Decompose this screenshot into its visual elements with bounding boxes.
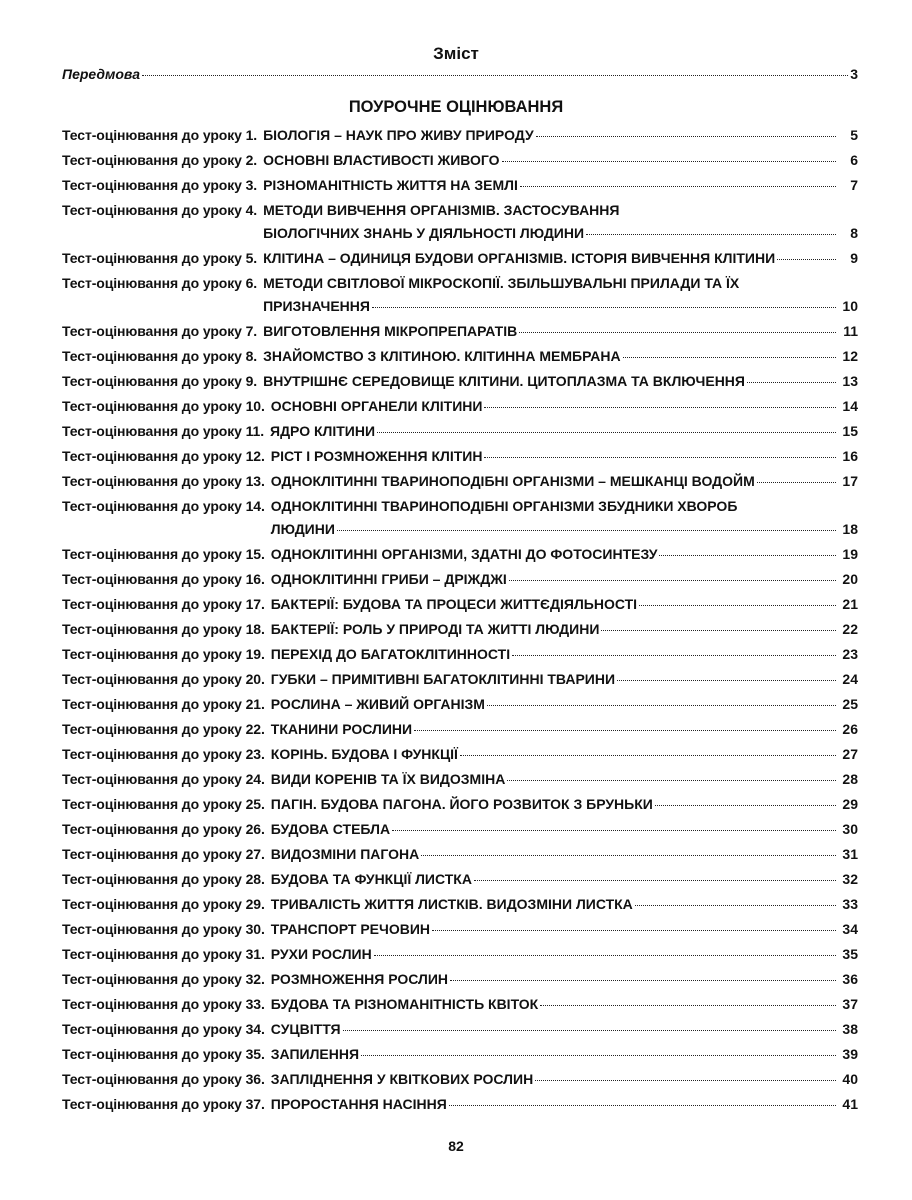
toc-entry-page: 20	[842, 571, 858, 587]
toc-entry-title-line: КОРІНЬ. БУДОВА І ФУНКЦІЇ	[270, 746, 458, 762]
toc-entry[interactable]	[62, 768, 858, 791]
toc-entry[interactable]	[62, 918, 858, 941]
dot-leader	[421, 855, 836, 856]
toc-entry-prefix: Тест-оцінювання до уроку 3.	[62, 177, 258, 193]
toc-entry[interactable]	[62, 345, 858, 368]
toc-entry-body	[271, 445, 858, 468]
toc-entry-body	[271, 395, 858, 418]
toc-entry-body	[271, 868, 858, 891]
toc-entry-title-line: МЕТОДИ ВИВЧЕННЯ ОРГАНІЗМІВ. ЗАСТОСУВАННЯ	[263, 202, 620, 218]
toc-entry[interactable]	[62, 818, 858, 841]
toc-entry-page: 15	[842, 423, 858, 439]
toc-entry-last-line	[271, 768, 858, 791]
dot-leader	[757, 482, 836, 483]
toc-entry-last-line	[271, 993, 858, 1016]
dot-leader	[655, 805, 836, 806]
toc-entry-title-line: ВНУТРІШНЄ СЕРЕДОВИЩЕ КЛІТИНИ. ЦИТОПЛАЗМА ТА ВКЛЮЧЕННЯ	[263, 373, 745, 389]
toc-entry-page: 28	[842, 771, 858, 787]
dot-leader	[623, 357, 836, 358]
dot-leader	[450, 980, 836, 981]
toc-entry[interactable]	[62, 743, 858, 766]
toc-entry-body	[271, 793, 858, 816]
toc-entry-last-line	[271, 543, 858, 566]
dot-leader	[519, 332, 836, 333]
toc-entry[interactable]	[62, 1093, 858, 1116]
dot-leader	[635, 905, 836, 906]
toc-entry-body	[271, 843, 858, 866]
toc-entry-prefix: Тест-оцінювання до уроку 5.	[62, 250, 258, 266]
toc-entry-title-line: ПАГІН. БУДОВА ПАГОНА. ЙОГО РОЗВИТОК З БРУНЬКИ	[270, 796, 653, 812]
dot-leader	[474, 880, 836, 881]
dot-leader	[392, 830, 836, 831]
dot-leader	[502, 161, 836, 162]
toc-entry-body	[271, 618, 858, 641]
toc-entry-body	[271, 543, 858, 566]
toc-entry-title-line: МЕТОДИ СВІТЛОВОЇ МІКРОСКОПІЇ. ЗБІЛЬШУВАЛЬНІ ПРИЛАДИ ТА ЇХ	[263, 275, 740, 291]
toc-entry[interactable]	[62, 445, 858, 468]
toc-entry[interactable]	[62, 868, 858, 891]
dot-leader	[449, 1105, 836, 1106]
toc-entry[interactable]	[62, 420, 858, 443]
toc-entry-prefix: Тест-оцінювання до уроку 13.	[62, 473, 265, 489]
page-title: Зміст	[433, 44, 479, 63]
toc-entry[interactable]	[62, 1043, 858, 1066]
toc-entry[interactable]	[62, 943, 858, 966]
toc-entry-title-line: БАКТЕРІЇ: РОЛЬ У ПРИРОДІ ТА ЖИТТІ ЛЮДИНИ	[270, 621, 600, 637]
toc-entry-page: 7	[850, 177, 858, 193]
toc-entry-last-line	[271, 568, 858, 591]
toc-entry-last-line	[271, 395, 858, 418]
toc-entry-title-line: ГУБКИ – ПРИМІТИВНІ БАГАТОКЛІТИННІ ТВАРИНИ	[270, 671, 616, 687]
toc-entry-last-line	[271, 843, 858, 866]
toc-entry-body	[271, 1043, 858, 1066]
dot-leader	[747, 382, 836, 383]
toc-entry-title-line: ОДНОКЛІТИННІ ГРИБИ – ДРІЖДЖІ	[270, 571, 507, 587]
toc-entry-title-line: РІЗНОМАНІТНІСТЬ ЖИТТЯ НА ЗЕМЛІ	[263, 177, 518, 193]
toc-entry-body	[271, 643, 858, 666]
toc-entry-title-line: ОДНОКЛІТИННІ ТВАРИНОПОДІБНІ ОРГАНІЗМИ – МЕШКАНЦІ ВОДОЙМ	[270, 473, 755, 489]
toc-entry-prefix: Тест-оцінювання до уроку 15.	[62, 546, 265, 562]
toc-entry[interactable]	[62, 993, 858, 1016]
toc-entry-prefix: Тест-оцінювання до уроку 26.	[62, 821, 265, 837]
toc-entry-prefix: Тест-оцінювання до уроку 6.	[62, 275, 258, 291]
toc-entry-body	[271, 668, 858, 691]
toc-entry-page: 41	[842, 1096, 858, 1112]
dot-leader	[659, 555, 836, 556]
toc-entry-prefix: Тест-оцінювання до уроку 25.	[62, 796, 265, 812]
toc-entry-last-line	[263, 174, 858, 197]
toc-entry-last-line	[271, 1093, 858, 1116]
toc-entry-last-line	[271, 893, 858, 916]
toc-entry-prefix: Тест-оцінювання до уроку 8.	[62, 348, 258, 364]
toc-entry-title-line: ОДНОКЛІТИННІ ТВАРИНОПОДІБНІ ОРГАНІЗМИ ЗБУДНИКИ ХВОРОБ	[270, 498, 738, 514]
toc-entry-title-line: ВИДОЗМІНИ ПАГОНА	[270, 846, 420, 862]
toc-entry-last-line	[271, 470, 858, 493]
toc-entry[interactable]	[62, 668, 858, 691]
toc-entry-prefix: Тест-оцінювання до уроку 35.	[62, 1046, 265, 1062]
toc-entry-page: 16	[842, 448, 858, 464]
toc-entry-last-line	[271, 968, 858, 991]
toc-entry-body	[271, 718, 858, 741]
toc-entry-title-line: ВИГОТОВЛЕННЯ МІКРОПРЕПАРАТІВ	[263, 323, 518, 339]
preface-page: 3	[850, 66, 858, 82]
toc-entry-last-line	[263, 124, 858, 147]
toc-entry-last-line	[271, 918, 858, 941]
toc-entry-last-line	[271, 818, 858, 841]
toc-entry-page: 13	[842, 373, 858, 389]
dot-leader	[432, 930, 836, 931]
toc-entry-body	[270, 420, 858, 443]
toc-entry[interactable]	[62, 395, 858, 418]
toc-entry-title-line: БІОЛОГІЯ – НАУК ПРО ЖИВУ ПРИРОДУ	[263, 127, 534, 143]
toc-entry-prefix: Тест-оцінювання до уроку 34.	[62, 1021, 265, 1037]
toc-entry[interactable]	[62, 495, 858, 541]
dot-leader	[540, 1005, 836, 1006]
toc-entry-body	[271, 1093, 858, 1116]
toc-entry-prefix: Тест-оцінювання до уроку 28.	[62, 871, 265, 887]
toc-entry-title-line: ПРИЗНАЧЕННЯ	[263, 298, 370, 314]
toc-entry-body	[271, 495, 858, 541]
toc-entry-prefix: Тест-оцінювання до уроку 23.	[62, 746, 265, 762]
toc-entry-title-line: БАКТЕРІЇ: БУДОВА ТА ПРОЦЕСИ ЖИТТЄДІЯЛЬНОСТІ	[270, 596, 638, 612]
toc-entry-page: 25	[842, 696, 858, 712]
toc-entry[interactable]	[62, 272, 858, 318]
toc-entry[interactable]	[62, 370, 858, 393]
toc-entry-prefix: Тест-оцінювання до уроку 12.	[62, 448, 265, 464]
toc-entry-last-line	[271, 743, 858, 766]
toc-entry-last-line	[271, 693, 858, 716]
toc-entry[interactable]	[62, 320, 858, 343]
toc-entry-page: 23	[842, 646, 858, 662]
toc-entry-prefix: Тест-оцінювання до уроку 16.	[62, 571, 265, 587]
toc-entry[interactable]	[62, 793, 858, 816]
dot-leader	[377, 432, 836, 433]
toc-entry-page: 37	[842, 996, 858, 1012]
toc-entry-title-line: ОСНОВНІ ВЛАСТИВОСТІ ЖИВОГО	[263, 152, 500, 168]
toc-entry-page: 14	[842, 398, 858, 414]
dot-leader	[536, 136, 836, 137]
toc-entry-last-line	[271, 718, 858, 741]
toc-entry[interactable]	[62, 149, 858, 172]
toc-entry-page: 19	[842, 546, 858, 562]
toc-entry-title-line: ЗАПИЛЕННЯ	[270, 1046, 360, 1062]
toc-entry-prefix: Тест-оцінювання до уроку 29.	[62, 896, 265, 912]
toc-entry-title-line: РУХИ РОСЛИН	[270, 946, 372, 962]
toc-entry-title-line: ТКАНИНИ РОСЛИНИ	[270, 721, 413, 737]
toc-entry-last-line	[271, 1018, 858, 1041]
toc-entry-title-line: БУДОВА ТА РІЗНОМАНІТНІСТЬ КВІТОК	[270, 996, 539, 1012]
toc-entry-last-line	[271, 1043, 858, 1066]
section-heading: ПОУРОЧНЕ ОЦІНЮВАННЯ	[348, 98, 564, 116]
dot-leader	[414, 730, 836, 731]
toc-entry-body	[271, 593, 858, 616]
toc-entry-last-line	[270, 420, 858, 443]
toc-entry-page: 9	[850, 250, 858, 266]
toc-entry-last-line	[271, 643, 858, 666]
toc-entry-prefix: Тест-оцінювання до уроку 24.	[62, 771, 265, 787]
toc-entry-prefix: Тест-оцінювання до уроку 37.	[62, 1096, 265, 1112]
dot-leader	[460, 755, 836, 756]
dot-leader	[535, 1080, 836, 1081]
dot-leader	[361, 1055, 836, 1056]
toc-entry-prefix: Тест-оцінювання до уроку 9.	[62, 373, 258, 389]
toc-entry-title-line: ПРОРОСТАННЯ НАСІННЯ	[270, 1096, 447, 1112]
toc-entry-page: 40	[842, 1071, 858, 1087]
toc-entry-page: 34	[842, 921, 858, 937]
toc-entry-page: 35	[842, 946, 858, 962]
toc-entry-prefix: Тест-оцінювання до уроку 19.	[62, 646, 265, 662]
toc-entry-prefix: Тест-оцінювання до уроку 17.	[62, 596, 265, 612]
toc-entry-title-line: БІОЛОГІЧНИХ ЗНАНЬ У ДІЯЛЬНОСТІ ЛЮДИНИ	[263, 225, 585, 241]
toc-entry-title-line: ПЕРЕХІД ДО БАГАТОКЛІТИННОСТІ	[270, 646, 511, 662]
dot-leader	[343, 1030, 836, 1031]
toc-entry-prefix: Тест-оцінювання до уроку 10.	[62, 398, 265, 414]
toc-entry-prefix: Тест-оцінювання до уроку 7.	[62, 323, 258, 339]
dot-leader	[601, 630, 836, 631]
toc-entry-page: 22	[842, 621, 858, 637]
toc-entry-page: 12	[842, 348, 858, 364]
toc-entry-page: 11	[843, 323, 858, 339]
toc-entry-last-line	[271, 868, 858, 891]
toc-entry-prefix: Тест-оцінювання до уроку 4.	[62, 202, 258, 218]
toc-entry-prefix: Тест-оцінювання до уроку 22.	[62, 721, 265, 737]
preface-label: Передмова	[62, 66, 140, 82]
toc-entry-last-line	[263, 345, 858, 368]
toc-entry-body	[271, 918, 858, 941]
dot-leader	[639, 605, 836, 606]
dot-leader	[520, 186, 836, 187]
page-number: 82	[448, 1138, 464, 1154]
toc-entry-prefix: Тест-оцінювання до уроку 31.	[62, 946, 265, 962]
toc-entry-last-line	[271, 668, 858, 691]
toc-entry-prefix: Тест-оцінювання до уроку 36.	[62, 1071, 265, 1087]
dot-leader	[487, 705, 836, 706]
toc-entry-page: 8	[850, 225, 858, 241]
toc-entry-body	[263, 199, 858, 245]
toc-entry-title-line: ОДНОКЛІТИННІ ОРГАНІЗМИ, ЗДАТНІ ДО ФОТОСИНТЕЗУ	[270, 546, 658, 562]
dot-leader	[617, 680, 836, 681]
toc-preface-entry[interactable]	[62, 66, 858, 82]
toc-entry[interactable]	[62, 968, 858, 991]
toc-entry-body	[271, 568, 858, 591]
toc-entry-title-line: ЯДРО КЛІТИНИ	[270, 423, 376, 439]
toc-entry-last-line	[271, 943, 858, 966]
toc-entry-page: 24	[842, 671, 858, 687]
toc-entry-last-line	[271, 593, 858, 616]
toc-entry-body	[263, 320, 858, 343]
toc-entry-last-line	[263, 149, 858, 172]
toc-entry-last-line	[271, 793, 858, 816]
toc-entry-last-line	[271, 1068, 858, 1091]
dot-leader	[484, 407, 836, 408]
toc-entry-last-line	[263, 320, 858, 343]
toc-entry-title-line: БУДОВА ТА ФУНКЦІЇ ЛИСТКА	[270, 871, 472, 887]
toc-entry-prefix: Тест-оцінювання до уроку 32.	[62, 971, 265, 987]
toc-entry-page: 39	[842, 1046, 858, 1062]
toc-entry-page: 5	[850, 127, 858, 143]
toc-entry-body	[263, 247, 858, 270]
toc-entry-body	[271, 470, 858, 493]
toc-entry-title-line: ОСНОВНІ ОРГАНЕЛИ КЛІТИНИ	[270, 398, 483, 414]
toc-entry[interactable]	[62, 618, 858, 641]
toc-entry-prefix: Тест-оцінювання до уроку 11.	[62, 423, 265, 439]
toc-entry[interactable]	[62, 1018, 858, 1041]
toc-entry-page: 18	[842, 521, 858, 537]
toc-entry-body	[263, 345, 858, 368]
toc-entry-title-line: ВИДИ КОРЕНІВ ТА ЇХ ВИДОЗМІНА	[270, 771, 506, 787]
toc-entry[interactable]	[62, 470, 858, 493]
toc-entry-page: 30	[842, 821, 858, 837]
toc-entry-prefix: Тест-оцінювання до уроку 1.	[62, 127, 258, 143]
toc-entry-page: 26	[842, 721, 858, 737]
toc-entry-title-line: ТРАНСПОРТ РЕЧОВИН	[270, 921, 431, 937]
toc-entry-title-line: РОЗМНОЖЕННЯ РОСЛИН	[270, 971, 449, 987]
toc-entry-last-line	[263, 247, 858, 270]
toc-entry-last-line	[263, 222, 858, 245]
dot-leader	[777, 259, 836, 260]
toc-list	[62, 124, 858, 1118]
toc-entry-prefix: Тест-оцінювання до уроку 30.	[62, 921, 265, 937]
toc-entry[interactable]	[62, 568, 858, 591]
toc-entry-last-line	[271, 618, 858, 641]
dot-leader	[372, 307, 836, 308]
toc-entry-body	[271, 768, 858, 791]
toc-entry-title-line: ЛЮДИНИ	[270, 521, 335, 537]
toc-entry-body	[271, 1018, 858, 1041]
toc-entry[interactable]	[62, 124, 858, 147]
dot-leader	[374, 955, 836, 956]
toc-entry-title-line: РІСТ І РОЗМНОЖЕННЯ КЛІТИН	[270, 448, 483, 464]
toc-entry-body	[263, 124, 858, 147]
toc-entry-page: 10	[842, 298, 858, 314]
toc-entry-last-line	[263, 295, 858, 318]
dot-leader	[512, 655, 836, 656]
toc-entry-page: 38	[842, 1021, 858, 1037]
dot-leader	[586, 234, 836, 235]
dot-leader	[509, 580, 836, 581]
toc-entry-body	[263, 272, 858, 318]
toc-entry-title-line: ТРИВАЛІСТЬ ЖИТТЯ ЛИСТКІВ. ВИДОЗМІНИ ЛИСТКА	[270, 896, 633, 912]
toc-entry-prefix: Тест-оцінювання до уроку 33.	[62, 996, 265, 1012]
toc-entry-page: 31	[842, 846, 858, 862]
toc-entry-body	[271, 968, 858, 991]
toc-entry-body	[271, 693, 858, 716]
toc-entry-body	[271, 993, 858, 1016]
dot-leader	[507, 780, 836, 781]
toc-entry-body	[263, 174, 858, 197]
toc-entry-body	[271, 818, 858, 841]
toc-entry-page: 29	[842, 796, 858, 812]
toc-entry-last-line	[263, 370, 858, 393]
toc-entry[interactable]	[62, 174, 858, 197]
toc-entry-page: 27	[842, 746, 858, 762]
toc-entry-title-line: ЗАПЛІДНЕННЯ У КВІТКОВИХ РОСЛИН	[270, 1071, 534, 1087]
toc-entry-prefix: Тест-оцінювання до уроку 21.	[62, 696, 265, 712]
toc-entry-prefix: Тест-оцінювання до уроку 14.	[62, 498, 265, 514]
toc-entry-page: 36	[842, 971, 858, 987]
toc-entry-body	[271, 1068, 858, 1091]
toc-entry-prefix: Тест-оцінювання до уроку 18.	[62, 621, 265, 637]
toc-entry[interactable]	[62, 693, 858, 716]
toc-entry-prefix: Тест-оцінювання до уроку 27.	[62, 846, 265, 862]
toc-entry-body	[271, 743, 858, 766]
toc-entry[interactable]	[62, 247, 858, 270]
toc-entry-page: 21	[842, 596, 858, 612]
toc-entry[interactable]	[62, 718, 858, 741]
toc-entry-title-line: РОСЛИНА – ЖИВИЙ ОРГАНІЗМ	[270, 696, 485, 712]
toc-entry-body	[271, 943, 858, 966]
toc-entry-title-line: ЗНАЙОМСТВО З КЛІТИНОЮ. КЛІТИННА МЕМБРАНА	[263, 348, 621, 364]
toc-entry-prefix: Тест-оцінювання до уроку 20.	[62, 671, 265, 687]
toc-entry-page: 33	[842, 896, 858, 912]
dot-leader	[142, 75, 848, 76]
toc-entry-title-line: КЛІТИНА – ОДИНИЦЯ БУДОВИ ОРГАНІЗМІВ. ІСТОРІЯ ВИВЧЕННЯ КЛІТИНИ	[263, 250, 776, 266]
toc-entry-page: 6	[850, 152, 858, 168]
toc-entry-title-line: СУЦВІТТЯ	[270, 1021, 341, 1037]
toc-entry-prefix: Тест-оцінювання до уроку 2.	[62, 152, 258, 168]
toc-entry-page: 17	[842, 473, 858, 489]
toc-entry-body	[271, 893, 858, 916]
toc-entry[interactable]	[62, 543, 858, 566]
toc-entry-body	[263, 149, 858, 172]
dot-leader	[337, 530, 836, 531]
toc-entry[interactable]	[62, 1068, 858, 1091]
toc-entry-page: 32	[842, 871, 858, 887]
toc-entry-body	[263, 370, 858, 393]
toc-entry-last-line	[271, 445, 858, 468]
dot-leader	[484, 457, 836, 458]
toc-entry-title-line: БУДОВА СТЕБЛА	[270, 821, 391, 837]
toc-entry[interactable]	[62, 893, 858, 916]
toc-entry[interactable]	[62, 593, 858, 616]
toc-entry[interactable]	[62, 199, 858, 245]
toc-entry[interactable]	[62, 843, 858, 866]
toc-entry[interactable]	[62, 643, 858, 666]
toc-entry-last-line	[271, 518, 858, 541]
